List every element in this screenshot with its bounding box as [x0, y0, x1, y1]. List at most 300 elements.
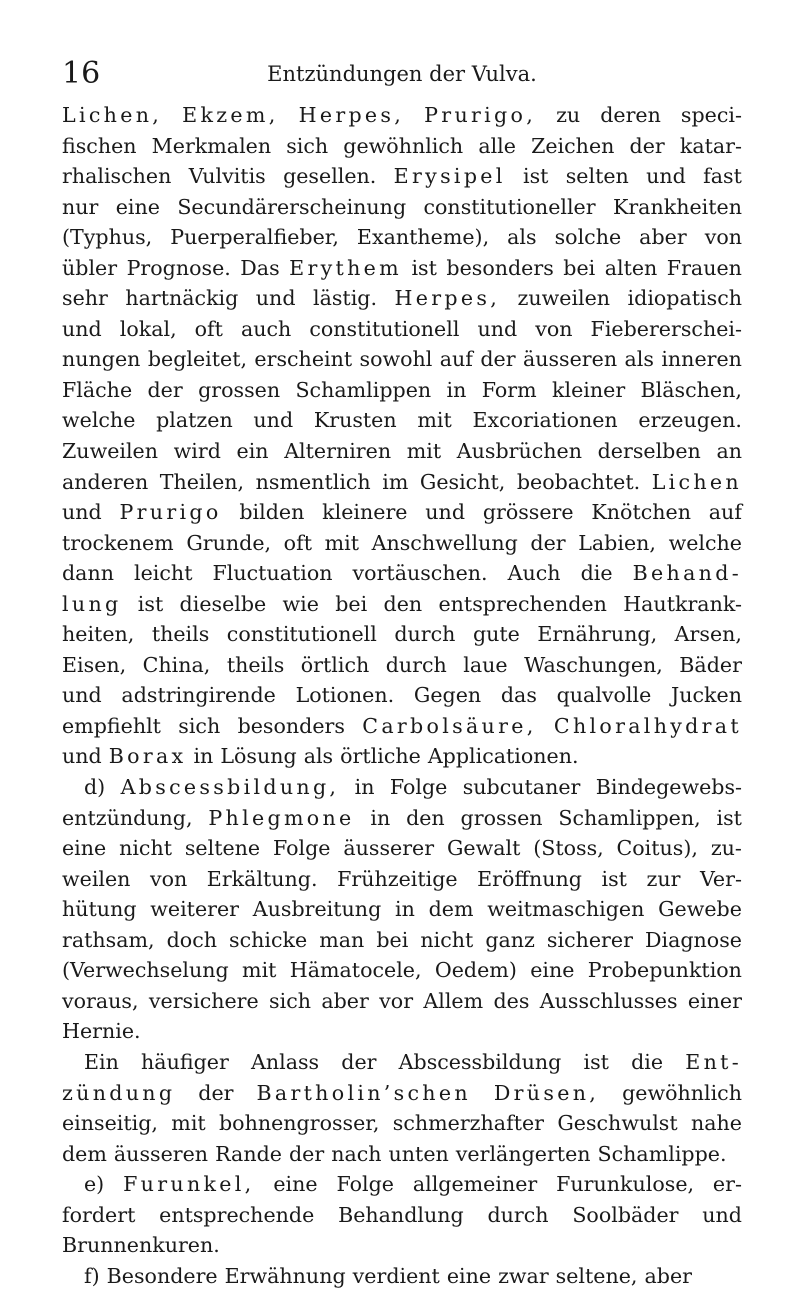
text-line — [62, 497, 742, 528]
text-line — [62, 864, 742, 895]
emphasized-word: Abscessbildung, — [120, 775, 340, 800]
text-line — [62, 558, 742, 589]
word: nur — [62, 194, 99, 219]
word: Probepunktion — [587, 958, 742, 983]
word: verlängerten — [455, 1141, 591, 1166]
word: Ausschlusses — [539, 988, 678, 1013]
word: Rande — [215, 1141, 282, 1166]
word: kleiner — [552, 377, 626, 402]
word: der — [530, 530, 566, 555]
word: und — [62, 683, 102, 708]
word: Hämatocele, — [289, 958, 422, 983]
word: dem — [428, 897, 474, 922]
emphasized-word: Lichen, — [62, 103, 163, 127]
word: Knötchen — [591, 500, 691, 525]
word: mit — [406, 439, 442, 464]
word: Gesicht, — [419, 469, 506, 494]
word: nsmentlich — [255, 469, 371, 494]
word: der — [147, 377, 183, 402]
word: anderen — [62, 469, 149, 494]
word: wie — [282, 591, 319, 616]
word: äusseren — [522, 347, 618, 372]
word: Merkmalen — [151, 133, 272, 158]
word: (Typhus, — [62, 225, 153, 250]
emphasized-word: Behand- — [632, 561, 742, 586]
word: sowohl — [359, 347, 433, 372]
word: Ernährung, — [537, 622, 658, 647]
body-text — [62, 100, 742, 1291]
emphasized-word: Lichen — [651, 469, 742, 494]
word: constitutionell — [309, 316, 460, 341]
word: derselben — [597, 439, 701, 464]
text-line — [62, 955, 742, 986]
word: übler — [62, 255, 118, 280]
word: solche — [554, 225, 622, 250]
emphasized-word: Phlegmone — [208, 805, 355, 830]
emphasized-word: lung — [62, 591, 122, 616]
word: den — [383, 591, 423, 616]
word: Vulvitis — [188, 164, 266, 189]
text-line — [62, 375, 742, 406]
text-line — [62, 1261, 742, 1291]
word: (Verwechselung — [62, 958, 229, 983]
text-line — [62, 1230, 742, 1261]
word: Labien, — [578, 530, 656, 555]
word: sicherer — [546, 927, 633, 952]
word: wird — [173, 439, 221, 464]
word: Soolbäder — [572, 1202, 679, 1227]
word: constitutionell — [226, 622, 377, 647]
word: gewöhnlich — [622, 1080, 742, 1105]
word: des — [493, 988, 530, 1013]
text-line — [62, 192, 742, 223]
word: verdient — [352, 1263, 440, 1288]
text-line — [62, 467, 742, 498]
word: als — [624, 347, 654, 372]
word: allgemeiner — [412, 1172, 538, 1197]
word: nicht — [420, 927, 474, 952]
word: welche — [62, 408, 136, 433]
emphasized-word: Prurigo — [119, 500, 222, 525]
emphasized-word: Carbolsäure, — [362, 713, 537, 738]
word: Diagnose — [644, 927, 742, 952]
word: eine — [446, 1263, 492, 1288]
emphasized-word: Bartholin’schen — [256, 1080, 471, 1105]
text-line — [62, 986, 742, 1017]
word: einseitig, — [62, 1111, 158, 1136]
word: erscheint — [254, 347, 353, 372]
word: hartnäckig — [125, 286, 239, 311]
word: und — [702, 1202, 742, 1227]
word: Schamlippen, — [558, 805, 701, 830]
word: zur — [646, 866, 681, 891]
word: Folge — [336, 1172, 394, 1197]
word: ist — [716, 805, 742, 830]
word: bei — [335, 591, 368, 616]
word: zu- — [710, 836, 742, 861]
text-line — [62, 222, 742, 253]
word: und — [253, 408, 294, 433]
word: Das — [240, 255, 280, 280]
word: deren — [600, 103, 661, 127]
word: voraus, — [62, 988, 139, 1013]
text-line — [62, 619, 742, 650]
word: e) — [84, 1172, 105, 1197]
word: und — [646, 164, 686, 189]
word: ist — [583, 1049, 609, 1074]
word: lokal, — [119, 316, 177, 341]
word: als — [507, 225, 537, 250]
word: dieselbe — [179, 591, 267, 616]
word: Oedem) — [434, 958, 517, 983]
word: Anschwellung — [371, 530, 518, 555]
emphasized-word: Herpes, — [394, 286, 501, 311]
word: mit — [417, 408, 452, 433]
word: Folge — [389, 775, 448, 800]
word: speci- — [680, 103, 742, 127]
word: weiterer — [150, 897, 240, 922]
word: Gewebe — [658, 897, 742, 922]
word: vortäuschen. — [352, 561, 488, 586]
word: und — [255, 286, 296, 311]
word: empfiehlt — [62, 713, 161, 738]
word: bei — [376, 927, 409, 952]
word: örtliche — [340, 744, 421, 769]
word: grössere — [482, 500, 574, 525]
word: äusseren — [113, 1141, 209, 1166]
word: schicke — [229, 927, 308, 952]
word: auf — [439, 347, 473, 372]
word: örtlich — [300, 652, 370, 677]
word: und — [425, 500, 466, 525]
text-line — [62, 1139, 742, 1170]
word: Brunnenkuren. — [62, 1233, 220, 1258]
word: das — [500, 683, 537, 708]
word: alle — [478, 133, 516, 158]
word: nahe — [690, 1111, 742, 1136]
word: inneren — [661, 347, 742, 372]
word: aber — [321, 988, 369, 1013]
word: Bäder — [679, 652, 742, 677]
word: im — [382, 469, 409, 494]
word: ist — [137, 591, 164, 616]
word: die — [580, 561, 613, 586]
word: Grunde, — [186, 530, 272, 555]
word: ganz — [485, 927, 535, 952]
word: Eröffnung — [477, 866, 582, 891]
word: aber — [639, 225, 687, 250]
word: weilen — [62, 866, 131, 891]
word: Secundärerscheinung — [177, 194, 407, 219]
text-line — [62, 1016, 742, 1047]
word: Abscessbildung — [398, 1049, 562, 1074]
word: Geschwulst — [557, 1111, 678, 1136]
text-line — [62, 650, 742, 681]
word: d) — [84, 775, 106, 800]
word: an — [716, 439, 742, 464]
word: bei — [563, 255, 596, 280]
word: in — [354, 775, 375, 800]
word: Folge — [272, 836, 331, 861]
word: der — [288, 1141, 325, 1166]
word: grossen — [460, 805, 543, 830]
word: Allem — [423, 988, 484, 1013]
word: Fluctuation — [212, 561, 333, 586]
text-line — [62, 894, 742, 925]
word: Auch — [507, 561, 561, 586]
word: Prognose. — [126, 255, 231, 280]
word: Form — [481, 377, 537, 402]
text-line — [62, 833, 742, 864]
word: von — [704, 225, 742, 250]
word: Besondere — [106, 1263, 218, 1288]
word: und — [477, 316, 518, 341]
word: Bläschen, — [640, 377, 742, 402]
word: laue — [463, 652, 508, 677]
emphasized-word: Drüsen, — [493, 1080, 600, 1105]
word: bilden — [239, 500, 305, 525]
word: Zeichen — [531, 133, 615, 158]
word: doch — [166, 927, 218, 952]
word: Ausbrüchen — [456, 439, 582, 464]
word: theils — [226, 652, 285, 677]
word: mit — [242, 958, 277, 983]
word: entsprechende — [159, 1202, 315, 1227]
text-line — [62, 405, 742, 436]
word: qualvolle — [556, 683, 652, 708]
word: versichere — [148, 988, 259, 1013]
word: rhalischen — [62, 164, 172, 189]
word: er- — [712, 1172, 742, 1197]
word: constitutioneller — [423, 194, 596, 219]
word: mit — [324, 530, 359, 555]
word: kleinere — [322, 500, 408, 525]
word: die — [631, 1049, 664, 1074]
word: nungen — [62, 347, 141, 372]
text-line — [62, 314, 742, 345]
text-line — [62, 741, 742, 772]
word: ist — [411, 255, 437, 280]
word: seltene — [184, 836, 261, 861]
word: schmerzhafter — [392, 1111, 544, 1136]
word: einer — [687, 988, 742, 1013]
emphasized-word: Herpes, — [298, 103, 405, 127]
word: durch — [385, 652, 447, 677]
word: Krankheiten — [612, 194, 742, 219]
word: durch — [487, 1202, 549, 1227]
word: grossen — [198, 377, 281, 402]
word: eine — [273, 1172, 318, 1197]
word: und — [62, 744, 102, 769]
text-line — [62, 100, 742, 131]
word: sich — [286, 133, 329, 158]
word: idiopatisch — [627, 286, 742, 311]
word: von — [149, 866, 188, 891]
word: bohnengrosser, — [219, 1111, 380, 1136]
emphasized-word: Ent- — [685, 1049, 742, 1074]
word: Hernie. — [62, 1019, 141, 1044]
emphasized-word: Prurigo, — [424, 103, 537, 127]
word: nach — [331, 1141, 382, 1166]
word: Schamlippen — [295, 377, 432, 402]
word: der — [198, 1080, 234, 1105]
word: ist — [601, 866, 627, 891]
text-line — [62, 680, 742, 711]
word: alten — [604, 255, 658, 280]
word: Schamlippe. — [597, 1141, 727, 1166]
emphasized-word: Erythem — [289, 255, 402, 280]
word: vor — [379, 988, 414, 1013]
word: rathsam, — [62, 927, 155, 952]
word: Jucken — [671, 683, 742, 708]
word: China, — [142, 652, 211, 677]
word: erzeugen. — [638, 408, 742, 433]
word: subcutaner — [462, 775, 581, 800]
page-number: 16 — [62, 56, 101, 91]
word: fast — [703, 164, 742, 189]
word: Fläche — [62, 377, 133, 402]
word: Lösung — [220, 744, 297, 769]
word: katar- — [679, 133, 742, 158]
word: äusserer — [343, 836, 435, 861]
word: Arsen, — [674, 622, 742, 647]
text-line — [62, 1078, 742, 1109]
word: Applicationen. — [427, 744, 579, 769]
word: eine — [115, 194, 160, 219]
word: Furunkulose, — [556, 1172, 695, 1197]
word: häufiger — [141, 1049, 229, 1074]
word: f) — [84, 1263, 100, 1288]
word: der — [341, 1049, 377, 1074]
word: ein — [236, 439, 269, 464]
word: Erwähnung — [224, 1263, 346, 1288]
word: in — [370, 805, 391, 830]
word: in — [446, 377, 467, 402]
text-line — [62, 1200, 742, 1231]
emphasized-word: Chloralhydrat — [553, 713, 742, 738]
word: heiten, — [62, 622, 135, 647]
word: und — [62, 316, 102, 341]
word: entsprechenden — [438, 591, 607, 616]
word: sich — [269, 988, 311, 1013]
word: theils — [151, 622, 210, 647]
emphasized-word: Erysipel — [393, 164, 506, 189]
word: auch — [240, 316, 292, 341]
word: leicht — [134, 561, 193, 586]
emphasized-word: Ekzem, — [182, 103, 279, 127]
running-head: Entzündungen der Vulva. — [267, 62, 537, 86]
word: eine — [530, 958, 575, 983]
text-line — [62, 711, 742, 742]
word: Exantheme), — [356, 225, 490, 250]
text-line — [62, 589, 742, 620]
word: entzündung, — [62, 805, 193, 830]
emphasized-word: zündung — [62, 1080, 176, 1105]
word: unten — [388, 1141, 449, 1166]
word: Theilen, — [159, 469, 245, 494]
word: sehr — [62, 286, 108, 311]
text-line — [62, 131, 742, 162]
word: Ein — [84, 1049, 119, 1074]
word: ist — [522, 164, 549, 189]
word: weitmaschigen — [487, 897, 645, 922]
word: gute — [472, 622, 520, 647]
text-line — [62, 283, 742, 314]
word: Puerperalfieber, — [170, 225, 339, 250]
word: platzen — [156, 408, 233, 433]
word: in — [193, 744, 214, 769]
word: adstringirende — [121, 683, 276, 708]
word: Hautkrank- — [623, 591, 742, 616]
text-line — [62, 436, 742, 467]
text-line — [62, 803, 742, 834]
word: den — [406, 805, 445, 830]
word: Frühzeitige — [337, 866, 458, 891]
word: zwar — [498, 1263, 549, 1288]
word: Behandlung — [338, 1202, 464, 1227]
word: gesellen. — [283, 164, 377, 189]
text-line — [62, 772, 742, 803]
word: Excoriationen — [472, 408, 618, 433]
word: man — [319, 927, 365, 952]
word: dann — [62, 561, 114, 586]
word: besonders — [446, 255, 554, 280]
word: mit — [171, 1111, 206, 1136]
text-line — [62, 925, 742, 956]
word: oft — [283, 530, 312, 555]
word: lästig. — [312, 286, 378, 311]
word: fischen — [62, 133, 137, 158]
word: oft — [194, 316, 223, 341]
word: Frauen — [666, 255, 742, 280]
text-line — [62, 161, 742, 192]
word: Anlass — [250, 1049, 320, 1074]
word: Waschungen, — [524, 652, 663, 677]
word: welche — [668, 530, 742, 555]
word: nicht — [119, 836, 173, 861]
text-line — [62, 1169, 742, 1200]
word: eine — [62, 836, 107, 861]
word: Ausbreitung — [252, 897, 382, 922]
word: der — [480, 347, 516, 372]
text-line — [62, 344, 742, 375]
word: in — [395, 897, 415, 922]
emphasized-word: Furunkel, — [123, 1172, 255, 1197]
word: Fiebererschei- — [590, 316, 742, 341]
word: fordert — [62, 1202, 136, 1227]
word: Erkältung. — [206, 866, 318, 891]
word: gewöhnlich — [343, 133, 464, 158]
word: Coitus), — [616, 836, 698, 861]
text-line — [62, 1108, 742, 1139]
word: Bindegewebs- — [595, 775, 742, 800]
word: Alterniren — [284, 439, 392, 464]
word: beobachtet. — [516, 469, 641, 494]
word: hütung — [62, 897, 137, 922]
word: Gegen — [413, 683, 482, 708]
word: Lotionen. — [295, 683, 395, 708]
word: und — [62, 500, 102, 525]
word: besonders — [237, 713, 345, 738]
word: sich — [178, 713, 221, 738]
word: Eisen, — [62, 652, 127, 677]
word: trockenem — [62, 530, 174, 555]
word: auf — [708, 500, 742, 525]
word: Zuweilen — [62, 439, 159, 464]
word: (Stoss, — [533, 836, 604, 861]
emphasized-word: Borax — [108, 744, 187, 769]
word: zu — [556, 103, 581, 127]
